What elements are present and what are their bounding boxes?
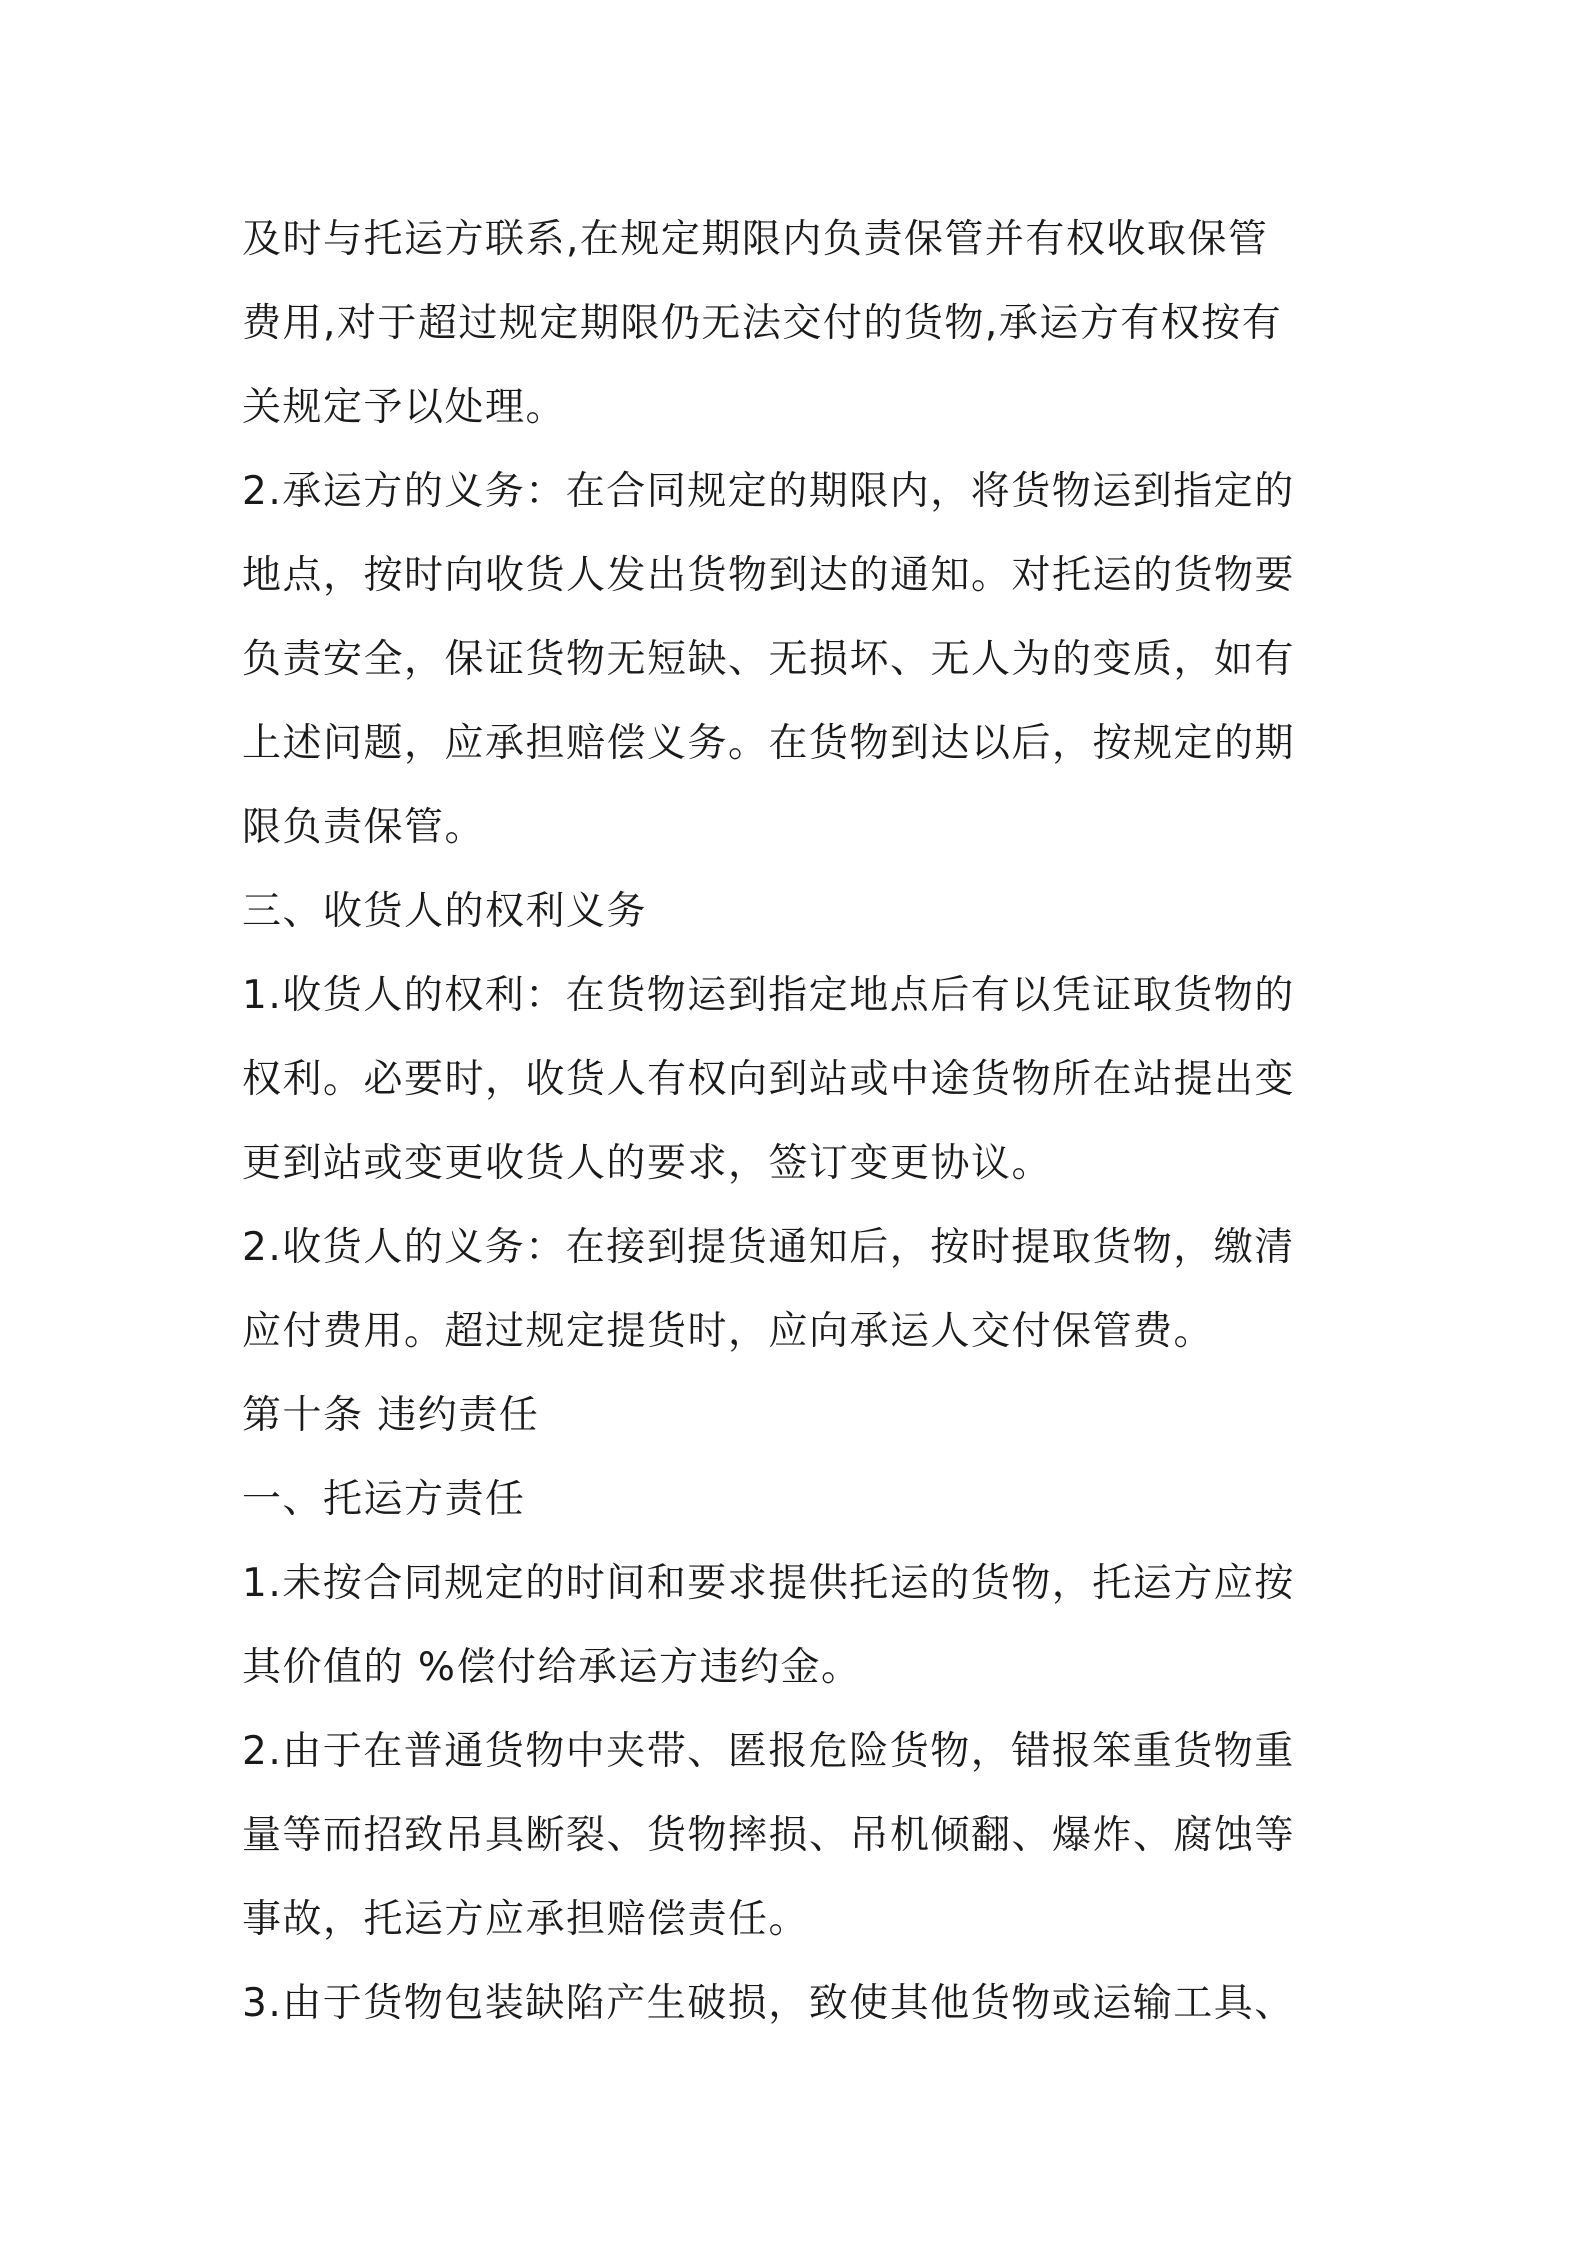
section-heading: 一、托运方责任	[242, 1477, 526, 1522]
text-line: 应付费用。超过规定提货时，应向承运人交付保管费。	[242, 1309, 1215, 1354]
text-line: 负责安全，保证货物无短缺、无损坏、无人为的变质，如有	[242, 637, 1296, 682]
text-line: 3.由于货物包装缺陷产生破损，致使其他货物或运输工具、	[242, 1981, 1295, 2026]
text-line: 及时与托运方联系,在规定期限内负责保管并有权收取保管	[242, 217, 1269, 262]
article-heading: 第十条 违约责任	[242, 1393, 540, 1438]
text-line: 更到站或变更收货人的要求，签订变更协议。	[242, 1141, 1053, 1186]
document-body	[242, 198, 1362, 2046]
text-line: 权利。必要时，收货人有权向到站或中途货物所在站提出变	[242, 1057, 1296, 1102]
section-heading: 三、收货人的权利义务	[242, 889, 648, 934]
text-line: 限负责保管。	[242, 805, 486, 850]
text-line: 2.承运方的义务：在合同规定的期限内，将货物运到指定的	[242, 469, 1295, 514]
text-line: 2.收货人的义务：在接到提货通知后，按时提取货物，缴清	[242, 1225, 1295, 1270]
text-line: 上述问题，应承担赔偿义务。在货物到达以后，按规定的期	[242, 721, 1296, 766]
text-line: 2.由于在普通货物中夹带、匿报危险货物，错报笨重货物重	[242, 1729, 1295, 1774]
text-line: 1.未按合同规定的时间和要求提供托运的货物，托运方应按	[242, 1561, 1295, 1606]
text-line: 关规定予以处理。	[242, 385, 567, 430]
text-line: 1.收货人的权利：在货物运到指定地点后有以凭证取货物的	[242, 973, 1295, 1018]
text-line: 量等而招致吊具断裂、货物摔损、吊机倾翻、爆炸、腐蚀等	[242, 1813, 1296, 1858]
text-line: 费用,对于超过规定期限仍无法交付的货物,承运方有权按有	[242, 301, 1283, 346]
text-line: 事故，托运方应承担赔偿责任。	[242, 1897, 810, 1942]
text-line: 其价值的 %偿付给承运方违约金。	[242, 1645, 862, 1690]
text-line: 地点，按时向收货人发出货物到达的通知。对托运的货物要	[242, 553, 1296, 598]
